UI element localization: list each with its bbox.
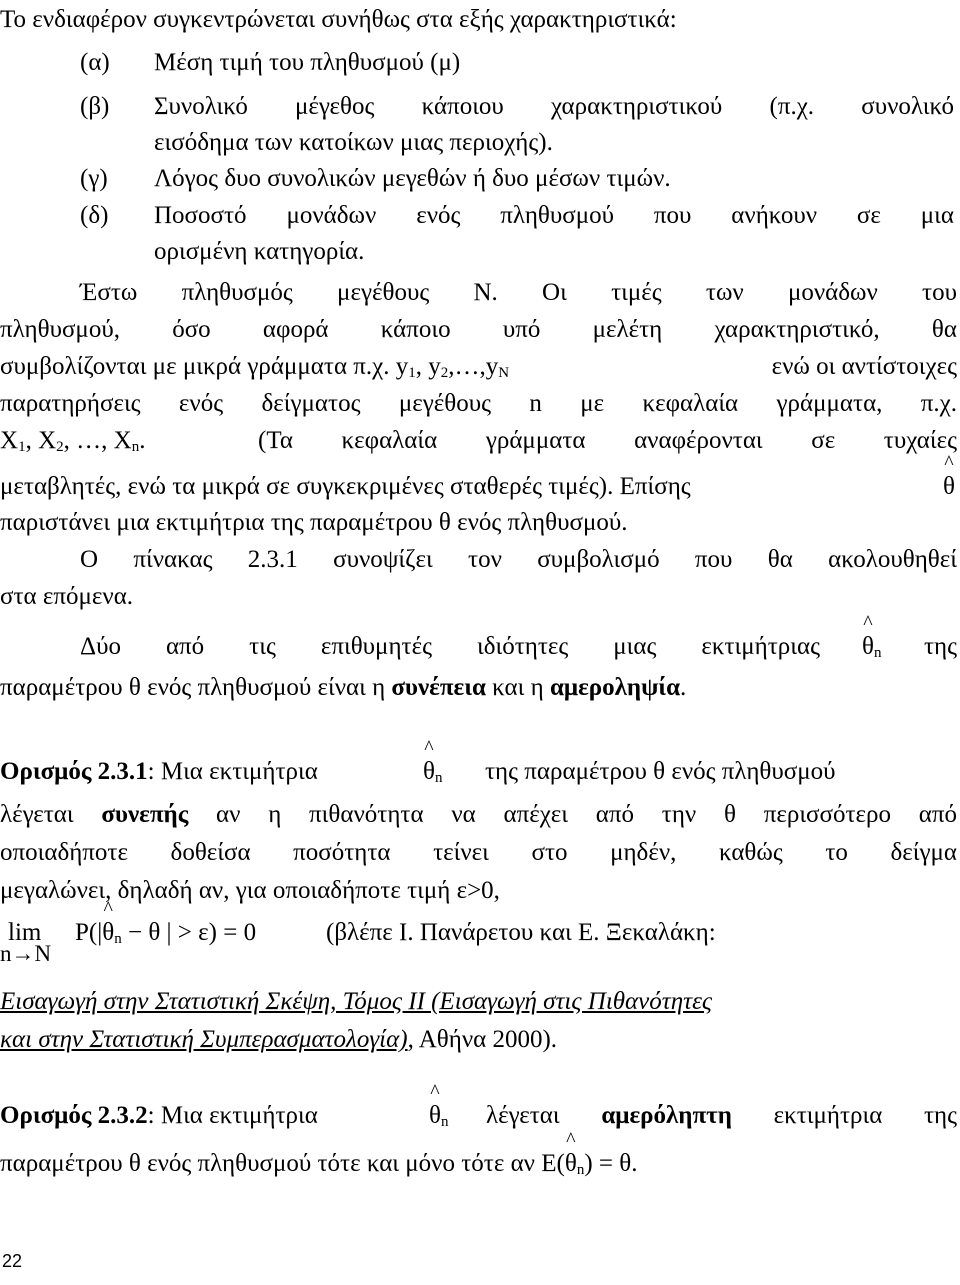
item-label: (γ) [80, 165, 108, 192]
paragraph-line: στα επόμενα. [0, 583, 134, 610]
paragraph-line [0, 467, 957, 507]
list-item-continuation [0, 232, 957, 272]
reference-title: Εισαγωγή στην Στατιστική Σκέψη, Τόμος ΙΙ (Εισαγωγή στις Πιθανότητες [0, 988, 713, 1015]
paragraph-line [0, 668, 957, 708]
text-run: ) = θ. [584, 1150, 638, 1177]
reference-title: και στην Στατιστική Συμπερασματολογία) [0, 1026, 408, 1053]
subscript: n [873, 645, 882, 661]
subscript: n [114, 931, 122, 947]
text-run: ,…,y [448, 353, 499, 380]
text-run: ενώ οι αντίστοιχες [771, 353, 957, 380]
text-run: και η [492, 674, 544, 701]
paragraph-line [0, 347, 957, 387]
text-run: μεταβλητές, ενώ τα μικρά σε συγκεκριμένες σταθερές τιμές). Επίσης [0, 473, 691, 500]
text-run: της [923, 633, 957, 660]
text-run: λέγεται [486, 1102, 560, 1129]
text-run: . [680, 674, 687, 701]
reference-line [0, 982, 957, 1022]
subscript: n [440, 1114, 449, 1130]
definition-title: Ορισμός 2.3.2 [0, 1102, 148, 1129]
text-run: αν η πιθανότητα να απέχει από την θ περισσότερο από [216, 801, 958, 828]
list-item [0, 87, 957, 127]
subscript: N [498, 365, 510, 381]
list-item [0, 159, 957, 199]
text-run: , y [415, 353, 441, 380]
page-number: 22 [2, 1251, 23, 1271]
theta-hat-symbol: ^ θ [429, 1096, 441, 1136]
text-run: : Μια εκτιμήτρια [147, 1102, 318, 1129]
list-item [0, 196, 957, 236]
item-label: (α) [80, 49, 110, 76]
bold-term: αμερόληπτη [601, 1102, 732, 1129]
reference-text: (βλέπε Ι. Πανάρετου και Ε. Ξεκαλάκη: [326, 919, 716, 946]
definition-title: Ορισμός 2.3.1 [0, 758, 148, 785]
bold-term: συνέπεια [391, 674, 486, 701]
paragraph-line: πληθυσμού, όσο αφορά κάποιο υπό μελέτη χαρακτηριστικό, θα [0, 316, 957, 343]
subscript: 2 [56, 439, 64, 455]
text-run: συμβολίζονται με μικρά γράμματα π.χ. y [0, 353, 409, 380]
definition-line [0, 752, 957, 792]
text-run: : Μια εκτιμήτρια [147, 758, 318, 785]
limit-formula [0, 913, 957, 973]
text-run: Χ [0, 427, 19, 454]
definition-line [0, 795, 957, 835]
definition-line: οποιαδήποτε δοθείσα ποσότητα τείνει στο μηδέν, καθώς το δείγμα [0, 839, 957, 866]
theta-hat-symbol: ^ θ [565, 1144, 577, 1184]
subscript: 2 [440, 365, 449, 381]
reference-line [0, 1020, 957, 1060]
subscript: 1 [408, 365, 416, 381]
item-text: ορισμένη κατηγορία. [154, 238, 365, 265]
item-label: (β) [80, 93, 110, 120]
text-run: , Χ [25, 427, 57, 454]
intro-line: Το ενδιαφέρον συγκεντρώνεται συνήθως στα εξής χαρακτηριστικά: [0, 6, 677, 33]
text-run: − θ | > ε) = 0 [127, 919, 257, 946]
theta-hat-symbol: ^ θ [423, 752, 435, 792]
text-run: . [139, 427, 146, 454]
paragraph-line: παρατηρήσεις ενός δείγματος μεγέθους n με κεφαλαία γράμματα, π.χ. [0, 390, 957, 417]
item-text: εισόδημα των κατοίκων μιας περιοχής). [154, 129, 553, 156]
theta-hat-symbol: ^ θ [102, 913, 114, 953]
text-run: της παραμέτρου θ ενός πληθυσμού [485, 758, 836, 785]
text-run: , …, Χ [63, 427, 132, 454]
paragraph-line [0, 421, 957, 461]
definition-line [0, 1096, 957, 1136]
paragraph-line: Ο πίνακας 2.3.1 συνοψίζει τον συμβολισμό που θα ακολουθηθεί [80, 546, 957, 573]
bold-term: συνεπής [101, 801, 189, 828]
paragraph-line: παριστάνει μια εκτιμήτρια της παραμέτρου θ ενός πληθυσμού. [0, 509, 628, 536]
item-label: (δ) [80, 202, 109, 229]
paragraph-line [0, 627, 957, 667]
text-run: (Τα κεφαλαία γράμματα αναφέρονται σε τυχαίες [258, 427, 957, 454]
text-run: λέγεται [0, 801, 74, 828]
lim-subscript: n→N [0, 941, 52, 966]
definition-line: μεγαλώνει, δηλαδή αν, για οποιαδήποτε τιμή ε>0, [0, 877, 500, 904]
text-run: P(| [75, 919, 103, 946]
subscript: n [576, 1162, 585, 1178]
paragraph-line: Έστω πληθυσμός μεγέθους Ν. Οι τιμές των μονάδων του [80, 279, 957, 306]
text-run: παραμέτρου θ ενός πληθυσμού τότε και μόνο τότε αν Ε( [0, 1150, 565, 1177]
item-text: Συνολικό μέγεθος κάποιου χαρακτηριστικού (π.χ. συνολικό [154, 93, 954, 120]
list-item-continuation [0, 123, 957, 163]
lim-operator: lim [8, 919, 42, 946]
theta-hat-symbol: ^ θ [943, 467, 955, 507]
subscript: 1 [18, 439, 26, 455]
item-text: Ποσοστό μονάδων ενός πληθυσμού που ανήκουν σε μια [154, 202, 954, 229]
definition-line [0, 1144, 957, 1184]
subscript: n [131, 439, 140, 455]
text-run: εκτιμήτρια της [773, 1102, 958, 1129]
subscript: n [434, 770, 443, 786]
item-text: Λόγος δυο συνολικών μεγεθών ή δυο μέσων τιμών. [154, 165, 671, 192]
text-run: Δύο από τις επιθυμητές ιδιότητες μιας εκτιμήτριας [80, 633, 820, 660]
text-run: παραμέτρου θ ενός πληθυσμού είναι η [0, 674, 386, 701]
text-run: , Αθήνα 2000). [407, 1026, 558, 1053]
item-text: Μέση τιμή του πληθυσμού (μ) [154, 49, 461, 76]
theta-hat-symbol: ^ θ [862, 627, 874, 667]
bold-term: αμεροληψία [549, 674, 681, 701]
list-item [0, 43, 957, 83]
